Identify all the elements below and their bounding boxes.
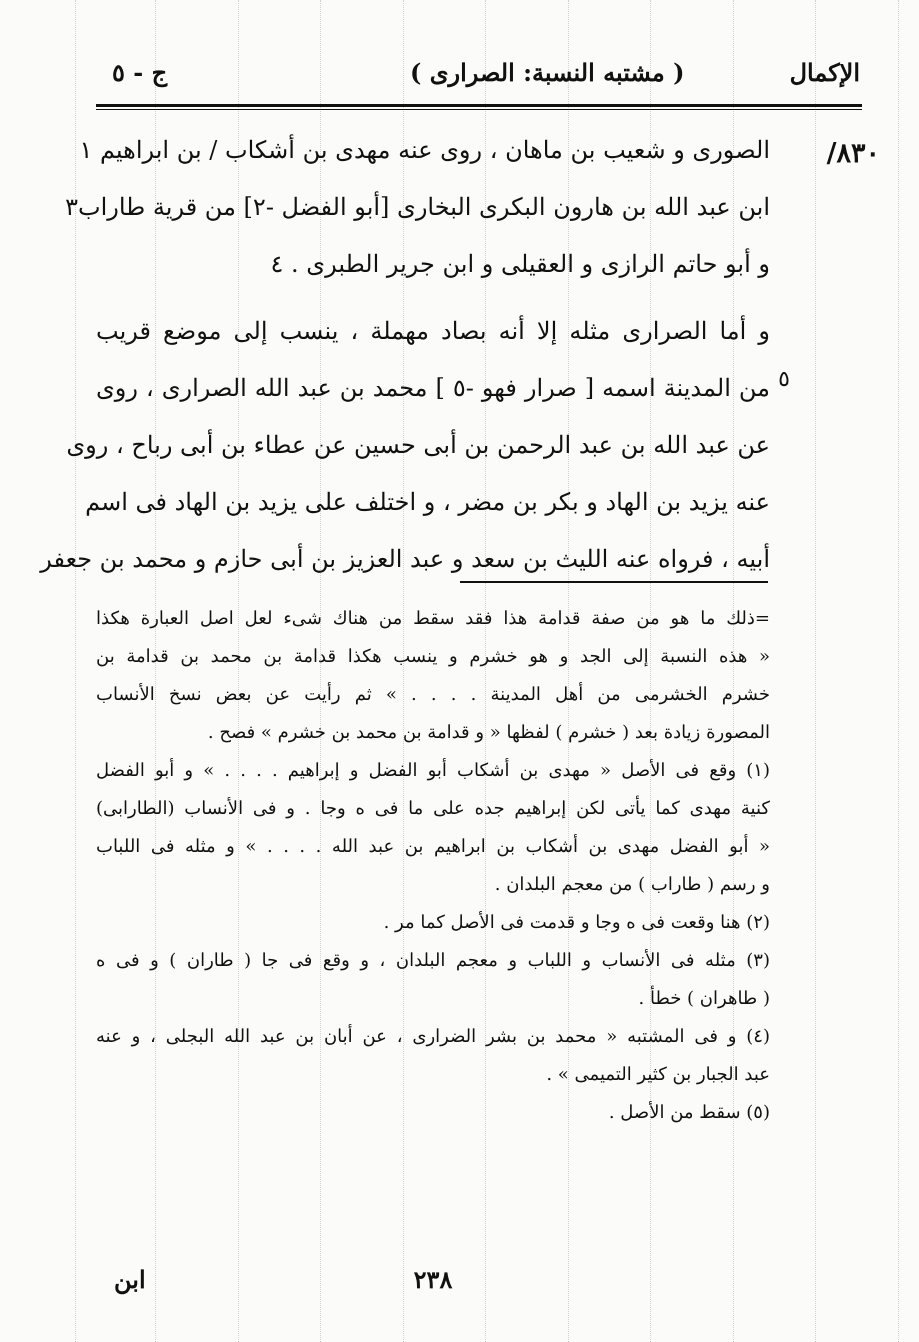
manuscript-page-marker: /٨٣٠ (826, 138, 880, 169)
text-line: و أبو حاتم الرازى و العقيلى و ابن جرير الطبرى . ٤ (270, 250, 770, 278)
ruling-line (898, 0, 899, 1342)
text-line: أبيه ، فرواه عنه الليث بن سعد و عبد العزيز بن أبى حازم و محمد بن جعفر (40, 545, 770, 573)
main-text (40, 122, 770, 588)
volume-label: ج - ٥ (112, 58, 168, 87)
text-line: ابن عبد الله بن هارون البكرى البخارى [أبو الفضل -٢] من قرية طاراب٣ (65, 193, 770, 221)
text-line: و أما الصرارى مثله إلا أنه بصاد مهملة ، ينسب إلى موضع قريب (96, 317, 770, 345)
ruling-line (815, 0, 816, 1342)
footnote-line: (٤) و فى المشتبه « محمد بن بشر الضرارى ، عن أبان بن عبد الله البجلى ، و عنه (96, 1026, 770, 1047)
header-rule-thin (96, 109, 862, 110)
footnote-line: المصورة زيادة بعد ( خشرم ) لفظها « و قدامة بن محمد بن خشرم » فصح . (207, 722, 770, 743)
header-rule (96, 104, 862, 107)
footnote-line: =ذلك ما هو من صفة قدامة هذا فقد سقط من هناك شىء لعل اصل العبارة هكذا (96, 608, 770, 629)
catchword: ابن (114, 1265, 146, 1294)
footnote-line: ( طاهران ) خطأ . (638, 988, 770, 1009)
text-line: من المدينة اسمه [ صرار فهو -٥ ] محمد بن عبد الله الصرارى ، روى (96, 374, 770, 402)
footnotes (96, 600, 770, 1132)
footnote-line: عبد الجبار بن كثير التميمى » . (546, 1064, 770, 1085)
section-title: ( مشتبه النسبة: الصرارى ) (410, 58, 685, 87)
footnote-line: و رسم ( طاراب ) من معجم البلدان . (494, 874, 770, 895)
footnote-line: (٢) هنا وقعت فى ه وجا و قدمت فى الأصل كما مر . (383, 912, 770, 933)
footnote-separator (460, 581, 768, 583)
footnote-line: كنية مهدى كما يأتى لكن إبراهيم جده على ما فى ه وجا . و فى الأنساب (الطارابى) (96, 798, 770, 819)
text-line: عنه يزيد بن الهاد و بكر بن مضر ، و اختلف على يزيد بن الهاد فى اسم (85, 488, 770, 516)
running-header (100, 56, 860, 100)
text-line: الصورى و شعيب بن ماهان ، روى عنه مهدى بن أشكاب / بن ابراهيم ١ (79, 136, 770, 164)
footnote-line: « هذه النسبة إلى الجد و هو خشرم و ينسب هكذا قدامة بن محمد بن قدامة بن (96, 646, 770, 667)
book-title: الإكمال (789, 58, 860, 87)
page-number: ٢٣٨ (413, 1265, 453, 1294)
footnote-line: (١) وقع فى الأصل « مهدى بن أشكاب أبو الفضل و إبراهيم . . . . » و أبو الفضل (96, 760, 770, 781)
page-footer (96, 1262, 770, 1302)
footnote-line: (٣) مثله فى الأنساب و اللباب و معجم البلدان ، و وقع فى جا ( طاران ) و فى ه (96, 950, 770, 971)
footnote-line: خشرم الخشرمى من أهل المدينة . . . . » ثم رأيت عن بعض نسخ الأنساب (96, 684, 770, 705)
text-line: عن عبد الله بن عبد الرحمن بن أبى حسين عن عطاء بن أبى رباح ، روى (66, 431, 770, 459)
footnote-line: (٥) سقط من الأصل . (608, 1102, 770, 1123)
line-number: ٥ (778, 367, 790, 392)
footnote-line: « أبو الفضل مهدى بن أشكاب بن ابراهيم بن عبد الله . . . . » و مثله فى اللباب (96, 836, 770, 857)
